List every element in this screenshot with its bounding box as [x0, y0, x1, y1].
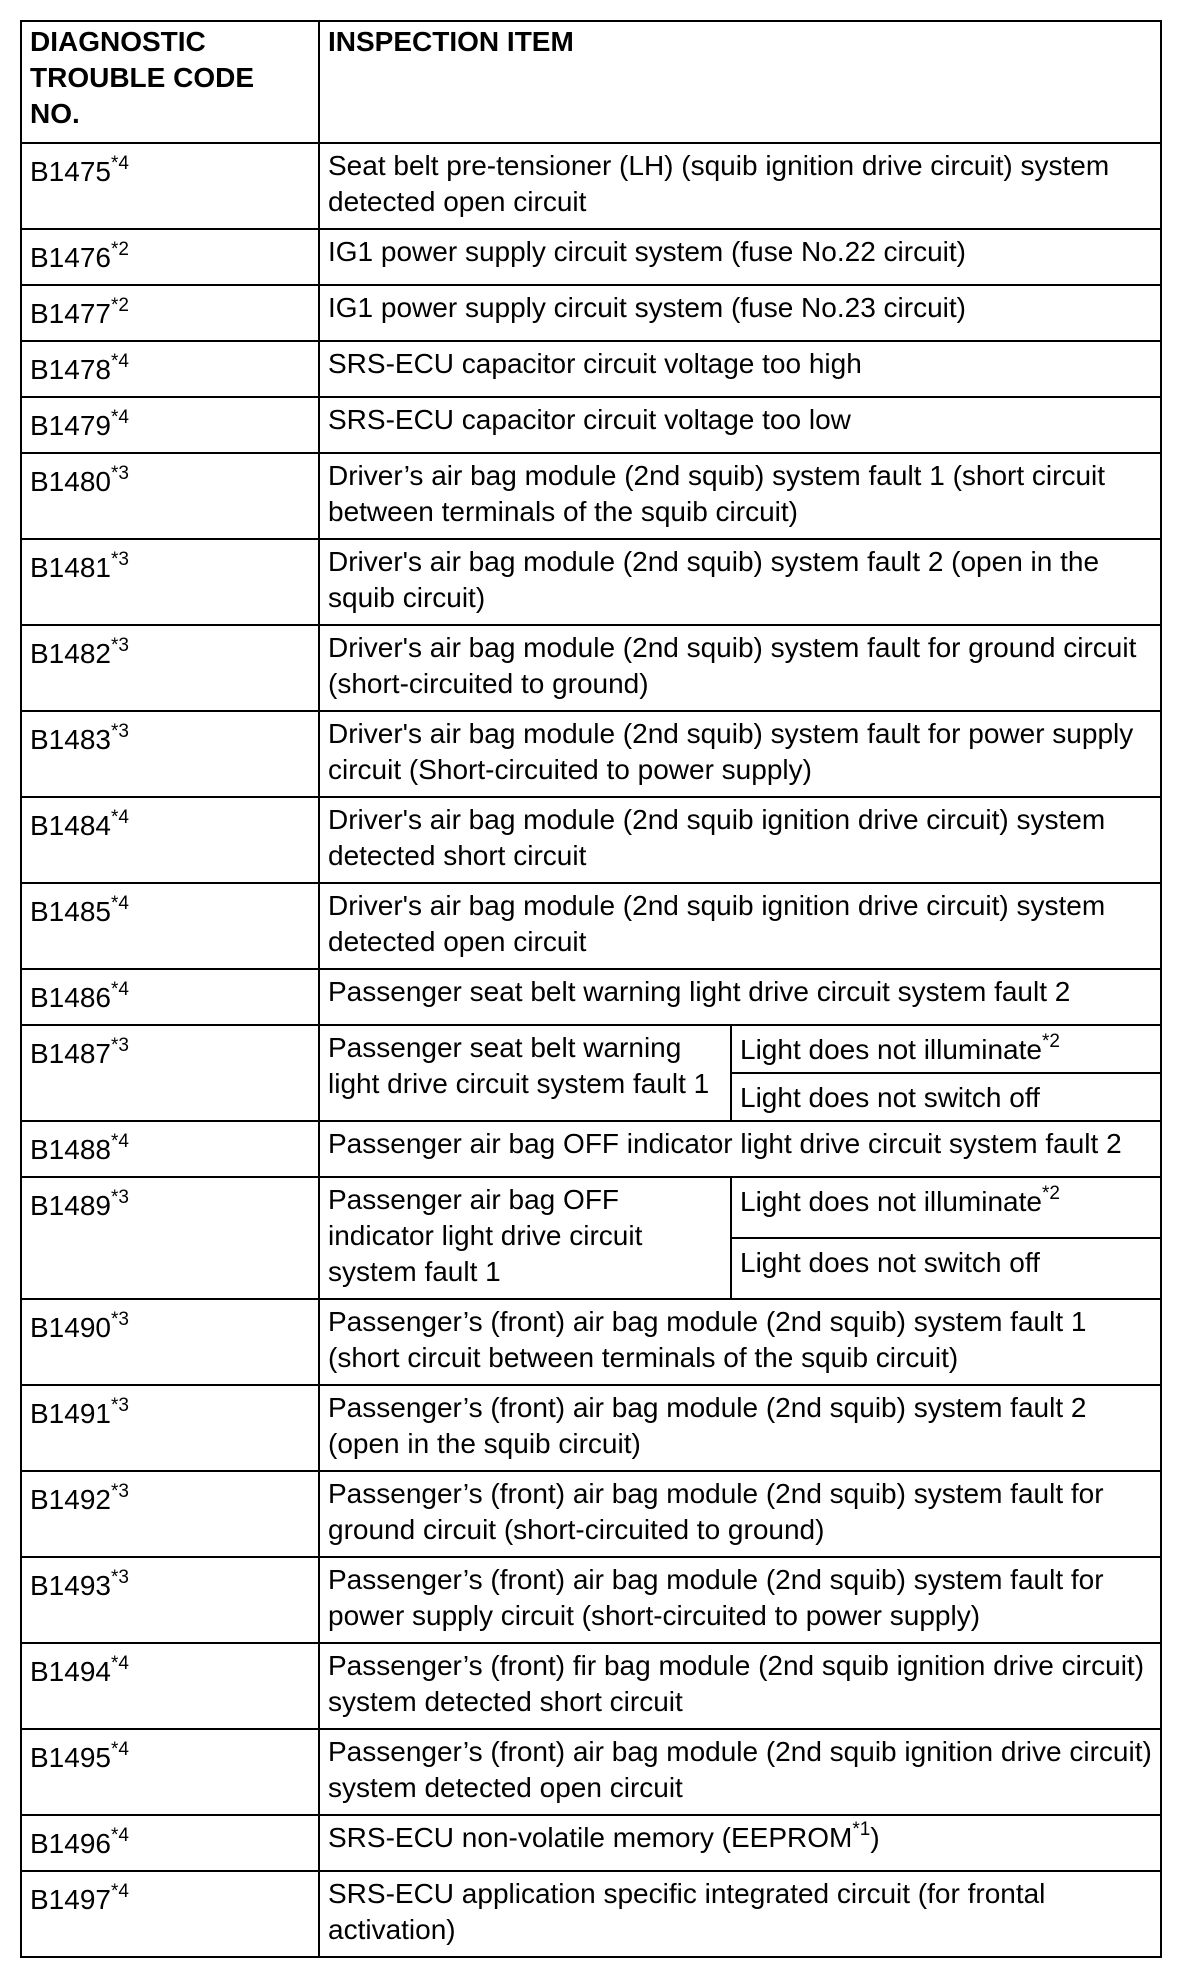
- inspection-item-text: Passenger seat belt warning light drive circuit system fault 1: [328, 1032, 710, 1099]
- dtc-code: B1476: [30, 242, 111, 273]
- header-code-cell: [21, 21, 319, 143]
- table-row: [21, 1299, 1161, 1385]
- inspection-item-cell: [319, 539, 1161, 625]
- header-item-cell: INSPECTION ITEM: [319, 21, 1161, 143]
- dtc-code-cell: [21, 1815, 319, 1871]
- dtc-code-note: *3: [110, 1395, 129, 1416]
- inspection-item-cell: [319, 1871, 1161, 1957]
- table-row: [21, 285, 1161, 341]
- dtc-code-note: *4: [110, 1131, 129, 1152]
- dtc-table: [20, 20, 1162, 1958]
- dtc-code: B1487: [30, 1038, 111, 1069]
- dtc-code-cell: [21, 711, 319, 797]
- dtc-code-cell: [21, 539, 319, 625]
- sub-condition-cell: [731, 1025, 1161, 1073]
- dtc-code: B1495: [30, 1742, 111, 1773]
- dtc-code-cell: [21, 1557, 319, 1643]
- dtc-code-note: *4: [110, 893, 129, 914]
- inspection-item-text: Driver's air bag module (2nd squib) system fault for ground circuit (short-circuited to ground): [328, 632, 1137, 699]
- inspection-item-text: Passenger’s (front) air bag module (2nd squib) system fault 1 (short circuit between terminals of the squib circuit): [328, 1306, 1087, 1373]
- sub-condition-cell: [731, 1177, 1161, 1238]
- inspection-item-cell: [319, 711, 1161, 797]
- header-code-line: TROUBLE CODE: [30, 62, 254, 93]
- inspection-item-cell: [319, 1643, 1161, 1729]
- inspection-item-cell: [319, 1385, 1161, 1471]
- dtc-code: B1483: [30, 724, 111, 755]
- inspection-item-note: *1: [852, 1819, 871, 1840]
- table-row: [21, 1871, 1161, 1957]
- table-row: [21, 1025, 1161, 1073]
- inspection-item-cell: [319, 1557, 1161, 1643]
- inspection-item-text: Driver’s air bag module (2nd squib) system fault 1 (short circuit between terminals of the squib circuit): [328, 460, 1106, 527]
- dtc-code: B1497: [30, 1884, 111, 1915]
- table-row: [21, 397, 1161, 453]
- dtc-code-note: *4: [110, 153, 129, 174]
- table-row: [21, 341, 1161, 397]
- dtc-code: B1494: [30, 1656, 111, 1687]
- dtc-code-note: *4: [110, 1881, 129, 1902]
- dtc-code-note: *3: [110, 1187, 129, 1208]
- table-row: [21, 883, 1161, 969]
- sub-condition-cell: [731, 1238, 1161, 1299]
- dtc-code-cell: [21, 1121, 319, 1177]
- inspection-item-text: Passenger seat belt warning light drive circuit system fault 2: [328, 976, 1071, 1007]
- dtc-code: B1480: [30, 466, 111, 497]
- dtc-code-cell: [21, 285, 319, 341]
- inspection-item-cell: [319, 1471, 1161, 1557]
- dtc-code: B1488: [30, 1134, 111, 1165]
- inspection-item-text: Passenger air bag OFF indicator light drive circuit system fault 1: [328, 1184, 643, 1287]
- dtc-code: B1493: [30, 1570, 111, 1601]
- header-code-line: DIAGNOSTIC: [30, 26, 206, 57]
- dtc-code-cell: [21, 1729, 319, 1815]
- header-code-line: NO.: [30, 98, 80, 129]
- dtc-code: B1481: [30, 552, 111, 583]
- dtc-code-note: *3: [110, 549, 129, 570]
- dtc-code-note: *4: [110, 1825, 129, 1846]
- inspection-item-cell: [319, 285, 1161, 341]
- dtc-code-note: *3: [110, 1035, 129, 1056]
- dtc-code: B1489: [30, 1190, 111, 1221]
- inspection-item-text: SRS-ECU capacitor circuit voltage too high: [328, 348, 862, 379]
- sub-condition-cell: [731, 1073, 1161, 1121]
- dtc-code-cell: [21, 1871, 319, 1957]
- inspection-item-cell: [319, 1177, 731, 1299]
- dtc-code: B1482: [30, 638, 111, 669]
- inspection-item-text: SRS-ECU non-volatile memory (EEPROM: [328, 1822, 853, 1853]
- inspection-item-text: IG1 power supply circuit system (fuse No.23 circuit): [328, 292, 966, 323]
- inspection-item-text: Passenger’s (front) air bag module (2nd squib) system fault for power supply circuit (short-circuited to power supply): [328, 1564, 1104, 1631]
- inspection-item-cell: [319, 883, 1161, 969]
- inspection-item-cell: [319, 143, 1161, 229]
- dtc-code: B1491: [30, 1398, 111, 1429]
- dtc-code-cell: [21, 453, 319, 539]
- dtc-code-note: *3: [110, 1309, 129, 1330]
- header-row: [21, 21, 1161, 143]
- dtc-code-note: *2: [110, 239, 129, 260]
- dtc-code: B1477: [30, 298, 111, 329]
- dtc-code-cell: [21, 797, 319, 883]
- dtc-code: B1486: [30, 982, 111, 1013]
- table-row: [21, 539, 1161, 625]
- table-row: [21, 969, 1161, 1025]
- dtc-code-note: *3: [110, 1567, 129, 1588]
- inspection-item-text: Passenger’s (front) air bag module (2nd squib) system fault for ground circuit (short-circuited to ground): [328, 1478, 1104, 1545]
- dtc-code-note: *4: [110, 979, 129, 1000]
- dtc-code-note: *4: [110, 1653, 129, 1674]
- dtc-code-cell: [21, 229, 319, 285]
- dtc-code-cell: [21, 397, 319, 453]
- dtc-code-cell: [21, 625, 319, 711]
- table-row: [21, 453, 1161, 539]
- inspection-item-text: Driver's air bag module (2nd squib ignition drive circuit) system detected short circuit: [328, 804, 1106, 871]
- table-row: [21, 1471, 1161, 1557]
- dtc-code: B1479: [30, 410, 111, 441]
- inspection-item-tail: ): [870, 1822, 880, 1853]
- inspection-item-text: Passenger air bag OFF indicator light drive circuit system fault 2: [328, 1128, 1122, 1159]
- dtc-code: B1492: [30, 1484, 111, 1515]
- sub-condition-note: *2: [1041, 1183, 1060, 1204]
- inspection-item-text: Driver's air bag module (2nd squib) system fault 2 (open in the squib circuit): [328, 546, 1100, 613]
- table-row: [21, 625, 1161, 711]
- table-row: [21, 1121, 1161, 1177]
- dtc-code-note: *4: [110, 807, 129, 828]
- dtc-code-cell: [21, 1025, 319, 1121]
- dtc-code-cell: [21, 1177, 319, 1299]
- dtc-code-note: *3: [110, 1481, 129, 1502]
- inspection-item-text: Passenger’s (front) air bag module (2nd squib) system fault 2 (open in the squib circuit): [328, 1392, 1087, 1459]
- dtc-code: B1484: [30, 810, 111, 841]
- table-row: [21, 229, 1161, 285]
- dtc-code-note: *3: [110, 721, 129, 742]
- sub-condition-text: Light does not illuminate: [740, 1034, 1042, 1065]
- dtc-code-note: *3: [110, 463, 129, 484]
- table-row: [21, 797, 1161, 883]
- inspection-item-text: Seat belt pre-tensioner (LH) (squib ignition drive circuit) system detected open circuit: [328, 150, 1110, 217]
- inspection-item-cell: [319, 1025, 731, 1121]
- inspection-item-text: Passenger’s (front) air bag module (2nd squib ignition drive circuit) system detected open circuit: [328, 1736, 1152, 1803]
- dtc-code-note: *2: [110, 295, 129, 316]
- table-row: [21, 711, 1161, 797]
- dtc-code: B1485: [30, 896, 111, 927]
- dtc-code-cell: [21, 969, 319, 1025]
- inspection-item-text: Driver's air bag module (2nd squib) system fault for power supply circuit (Short-circuited to power supply): [328, 718, 1134, 785]
- sub-condition-text: Light does not switch off: [740, 1247, 1040, 1278]
- dtc-code-cell: [21, 1471, 319, 1557]
- dtc-code-cell: [21, 1643, 319, 1729]
- inspection-item-text: IG1 power supply circuit system (fuse No.22 circuit): [328, 236, 966, 267]
- inspection-item-cell: [319, 341, 1161, 397]
- inspection-item-text: Driver's air bag module (2nd squib ignition drive circuit) system detected open circuit: [328, 890, 1106, 957]
- inspection-item-cell: [319, 397, 1161, 453]
- inspection-item-cell: [319, 797, 1161, 883]
- inspection-item-text: SRS-ECU application specific integrated circuit (for frontal activation): [328, 1878, 1046, 1945]
- dtc-code-cell: [21, 883, 319, 969]
- inspection-item-cell: [319, 1729, 1161, 1815]
- table-row: [21, 1177, 1161, 1238]
- inspection-item-text: SRS-ECU capacitor circuit voltage too low: [328, 404, 851, 435]
- inspection-item-cell: [319, 1121, 1161, 1177]
- dtc-code-cell: [21, 1385, 319, 1471]
- table-row: [21, 1643, 1161, 1729]
- inspection-item-cell: [319, 229, 1161, 285]
- dtc-code-note: *4: [110, 407, 129, 428]
- table-row: [21, 1385, 1161, 1471]
- inspection-item-cell: [319, 453, 1161, 539]
- inspection-item-cell: [319, 1299, 1161, 1385]
- table-row: [21, 143, 1161, 229]
- table-row: [21, 1815, 1161, 1871]
- sub-condition-text: Light does not switch off: [740, 1082, 1040, 1113]
- sub-condition-text: Light does not illuminate: [740, 1186, 1042, 1217]
- dtc-code-cell: [21, 341, 319, 397]
- inspection-item-text: Passenger’s (front) fir bag module (2nd squib ignition drive circuit) system detected short circuit: [328, 1650, 1145, 1717]
- dtc-code-cell: [21, 143, 319, 229]
- dtc-code: B1475: [30, 156, 111, 187]
- dtc-code-cell: [21, 1299, 319, 1385]
- dtc-code-note: *4: [110, 351, 129, 372]
- table-row: [21, 1557, 1161, 1643]
- inspection-item-cell: [319, 1815, 1161, 1871]
- dtc-code: B1490: [30, 1312, 111, 1343]
- inspection-item-cell: [319, 969, 1161, 1025]
- dtc-code-note: *3: [110, 635, 129, 656]
- table-row: [21, 1729, 1161, 1815]
- sub-condition-note: *2: [1041, 1031, 1060, 1052]
- dtc-code: B1478: [30, 354, 111, 385]
- dtc-code: B1496: [30, 1828, 111, 1859]
- dtc-code-note: *4: [110, 1739, 129, 1760]
- dtc-document: [20, 20, 1160, 1958]
- inspection-item-cell: [319, 625, 1161, 711]
